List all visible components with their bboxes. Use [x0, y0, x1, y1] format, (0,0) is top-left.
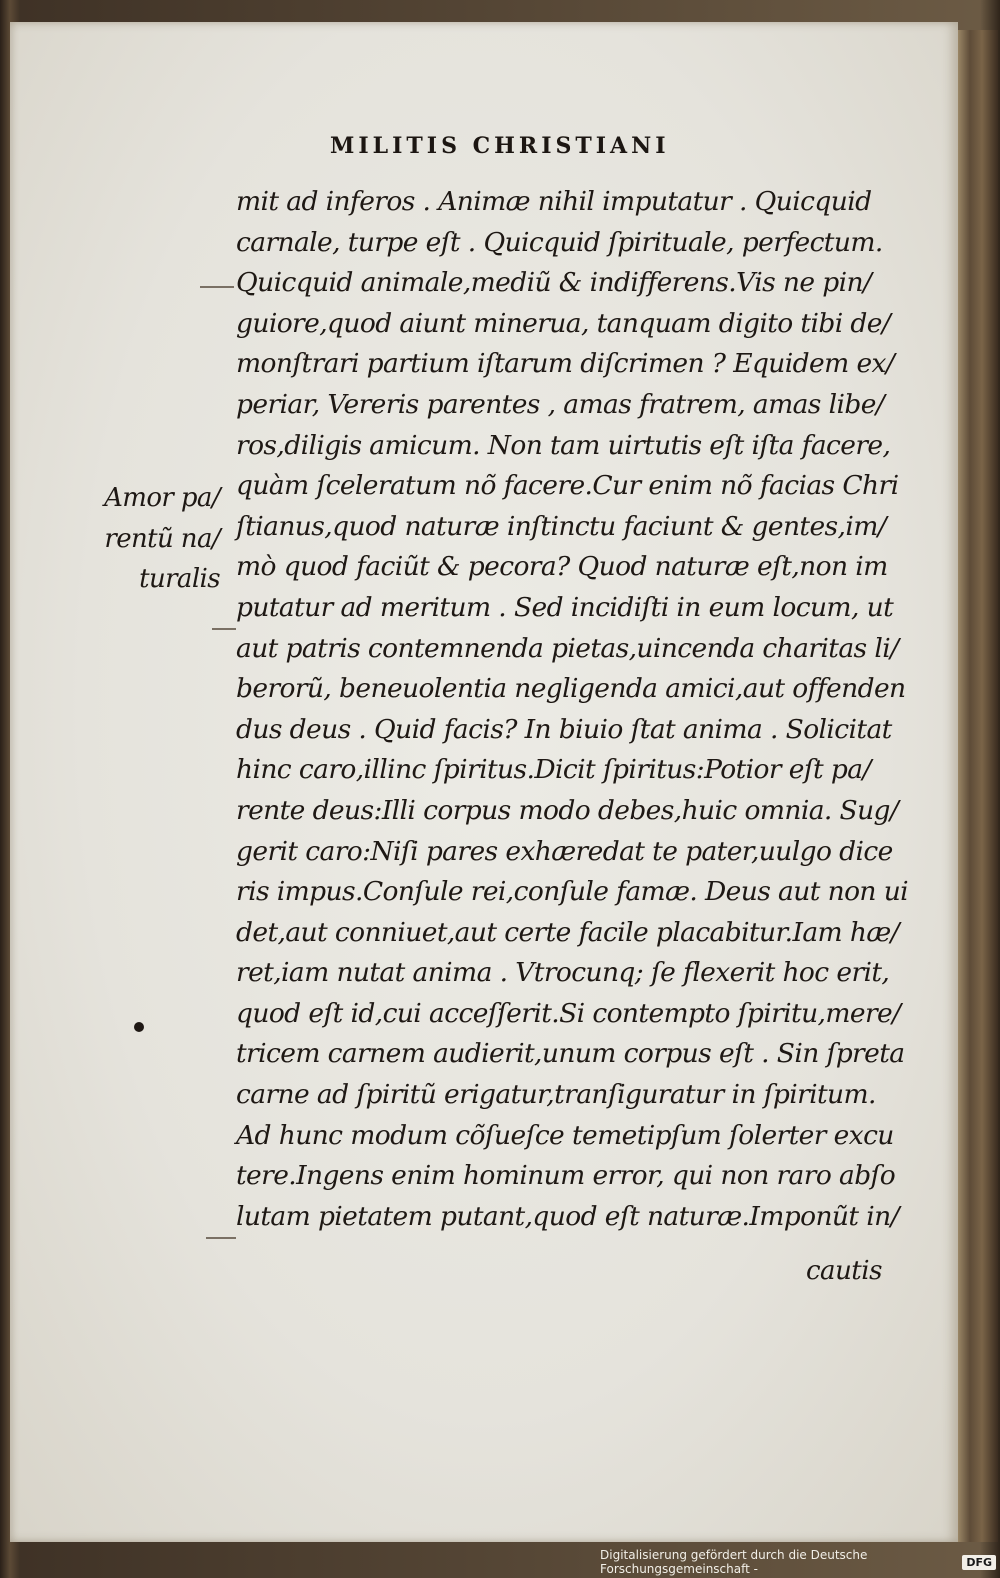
text-line: quod eſt id,cui acceſſerit.Si contempto ſpiritu,mere/ [236, 997, 901, 1029]
margin-dot [134, 1022, 144, 1032]
text-line: Quicquid animale,mediũ & indifferens.Vis ne pin/ [236, 267, 872, 299]
funding-footer [600, 1548, 996, 1576]
marginal-note-line: turalis [139, 564, 220, 595]
text-line: periar, Vereris parentes , amas fratrem, amas libe/ [236, 388, 885, 420]
marginal-note-line: Amor pa/ [104, 483, 220, 513]
text-line: monſtrari partium iſtarum diſcrimen ? Equidem ex/ [236, 348, 895, 380]
text-line: lutam pietatem putant,quod eſt naturæ.Imponũt in/ [236, 1200, 899, 1232]
text-line: quàm ſceleratum nõ facere.Cur enim nõ facias Chri [236, 470, 899, 502]
marginal-note-line: rentũ na/ [104, 523, 220, 554]
margin-mark-line [200, 286, 234, 288]
text-line: tricem carnem audierit,unum corpus eſt . Sin ſpreta [236, 1038, 905, 1070]
text-line: aut patris contemnenda pietas,uincenda charitas li/ [236, 632, 899, 664]
running-head: MILITIS CHRISTIANI [330, 133, 670, 159]
text-line: hinc caro,illinc ſpiritus.Dicit ſpiritus:Potior eſt pa/ [236, 754, 871, 786]
text-line: tere.Ingens enim hominum error, qui non raro abſo [236, 1160, 896, 1192]
margin-mark-line [206, 1237, 236, 1239]
text-line: ret,iam nutat anima . Vtrocunq; ſe flexerit hoc erit, [236, 957, 890, 989]
text-line: mit ad inferos . Animæ nihil imputatur . Quicquid [236, 186, 872, 217]
text-line: carne ad ſpiritũ erigatur,tranſiguratur in ſpiritum. [236, 1079, 876, 1111]
text-line: mò quod faciũt & pecora? Quod naturæ eſt,non im [236, 551, 888, 583]
body-text [236, 182, 909, 1237]
text-line: ros,diligis amicum. Non tam uirtutis eſt iſta facere, [236, 429, 891, 461]
marginal-note [70, 478, 220, 600]
text-line: carnale, turpe eſt . Quicquid ſpirituale, perfectum. [236, 226, 883, 258]
text-line: Ad hunc modum cõſueſce temetipſum ſolerter excu [236, 1119, 894, 1151]
dfg-logo: DFG [962, 1555, 996, 1570]
text-line: ſtianus,quod naturæ inſtinctu faciunt & gentes,im/ [236, 510, 887, 542]
text-line: dus deus . Quid facis? In biuio ſtat anima . Solicitat [236, 713, 892, 745]
text-line: berorũ, beneuolentia negligenda amici,aut offenden [236, 673, 906, 705]
text-line: ris impus.Conſule rei,conſule famæ. Deus aut non ui [236, 876, 909, 908]
text-line: det,aut conniuet,aut certe facile placabitur.Iam hæ/ [236, 916, 900, 948]
text-line: rente deus:Illi corpus modo debes,huic omnia. Sug/ [236, 794, 899, 826]
text-line: guiore,quod aiunt minerua, tanquam digito tibi de/ [236, 307, 891, 339]
text-line: gerit caro:Niſi pares exhæredat te pater,uulgo dice [236, 835, 893, 867]
funding-text: Digitalisierung gefördert durch die Deutsche Forschungsgemeinschaft - [600, 1548, 868, 1576]
margin-mark-line [212, 628, 236, 630]
page-edge [958, 30, 998, 1542]
text-line: putatur ad meritum . Sed incidiſti in eum locum, ut [236, 591, 894, 623]
catchword: cautis [806, 1256, 882, 1286]
